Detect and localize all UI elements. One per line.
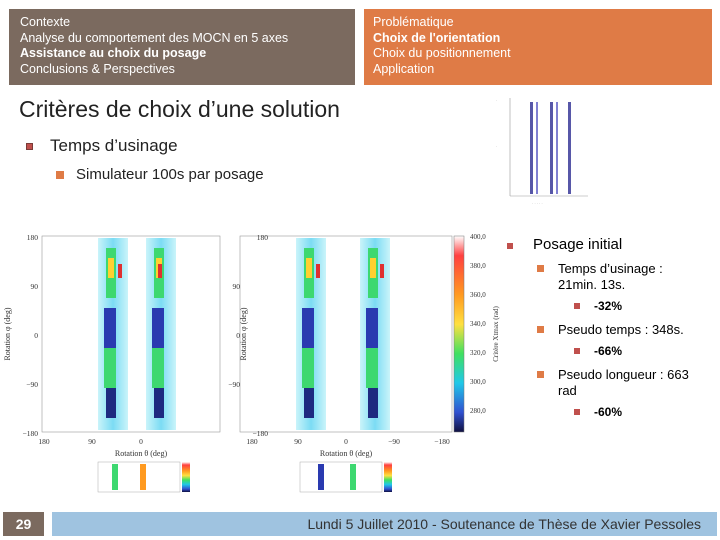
footer-bar xyxy=(52,512,717,536)
bullet-square-icon xyxy=(537,326,544,333)
colorbar-tick: 340,0 xyxy=(470,320,486,328)
header-right-line: Choix du positionnement xyxy=(373,46,511,60)
colorbar-tick: 400,0 xyxy=(470,233,486,241)
bullet-level2-text: Simulateur 100s par posage xyxy=(76,166,264,183)
footer-text: Lundi 5 Juillet 2010 - Soutenance de Thèse de Xavier Pessoles xyxy=(307,516,701,532)
bullet-square-icon xyxy=(537,265,544,272)
x-tick-left: 0 xyxy=(139,437,143,446)
colorbar-tick: 300,0 xyxy=(470,378,486,386)
right-list-item-line: rad xyxy=(558,383,577,398)
y-axis-label-right: Rotation φ (deg) xyxy=(239,307,248,361)
bullet-square-icon xyxy=(574,409,580,415)
heatmap-figure xyxy=(0,228,500,498)
thumbnail-plot xyxy=(492,94,590,208)
x-tick-right: 0 xyxy=(344,437,348,446)
colorbar-tick: 280,0 xyxy=(470,407,486,415)
right-list-head: Posage initial xyxy=(533,236,623,253)
right-list-item-line: Pseudo temps : 348s. xyxy=(558,322,684,337)
y-tick-right: −180 xyxy=(252,429,268,438)
colorbar-label: Critère Xtmax (rad) xyxy=(492,306,500,362)
header-left-line: Conclusions & Perspectives xyxy=(20,61,175,76)
header-right-line: Problématique xyxy=(373,15,454,29)
colorbar-tick: 360,0 xyxy=(470,291,486,299)
y-tick-left: 0 xyxy=(34,331,38,340)
inset-plots xyxy=(98,462,392,492)
svg-text:·: · xyxy=(496,144,498,149)
y-tick-left: −180 xyxy=(22,429,38,438)
x-tick-right: −180 xyxy=(434,437,450,446)
slide-title: Critères de choix d’une solution xyxy=(19,96,340,122)
bullet-square-icon xyxy=(574,348,580,354)
header-left-line: Analyse du comportement des MOCN en 5 axes xyxy=(20,30,289,45)
colorbar-tick: 380,0 xyxy=(470,262,486,270)
bullet-square-icon xyxy=(56,171,64,179)
bullet-square-icon xyxy=(26,143,33,150)
y-axis-label-left: Rotation φ (deg) xyxy=(3,307,12,361)
y-tick-right: −90 xyxy=(228,380,240,389)
heatmap-right-panel xyxy=(240,236,452,432)
y-tick-right: 0 xyxy=(236,331,240,340)
page-number: 29 xyxy=(3,512,44,536)
y-tick-left: 180 xyxy=(26,233,38,242)
colorbar-tick: 320,0 xyxy=(470,349,486,357)
bullet-square-icon xyxy=(507,243,513,249)
x-axis-label-right: Rotation θ (deg) xyxy=(319,449,373,458)
bullet-level1-text: Temps d’usinage xyxy=(50,136,178,155)
header-right-line: Application xyxy=(373,61,435,76)
svg-text:·: · xyxy=(496,98,498,103)
bullet-square-icon xyxy=(537,371,544,378)
right-list-delta: -60% xyxy=(594,405,623,419)
header-left-line-active: Assistance au choix du posage xyxy=(20,46,207,60)
colorbar xyxy=(454,236,464,432)
header-right-line-active: Choix de l'orientation xyxy=(373,30,501,45)
heatmap-left-panel xyxy=(42,236,220,432)
right-list-item-line: 21min. 13s. xyxy=(558,277,626,292)
y-tick-left: −90 xyxy=(26,380,38,389)
y-tick-right: 180 xyxy=(256,233,268,242)
x-tick-left: 180 xyxy=(38,437,50,446)
x-tick-right: −90 xyxy=(388,437,400,446)
header-left-panel xyxy=(9,9,355,85)
header-left-line: Contexte xyxy=(20,15,71,29)
right-list-item-line: Pseudo longueur : 663 xyxy=(558,367,689,382)
x-tick-right: 90 xyxy=(294,437,302,446)
y-tick-left: 90 xyxy=(30,282,38,291)
svg-text:· · · · ·: · · · · · xyxy=(532,201,543,206)
right-list-delta: -32% xyxy=(594,299,623,313)
x-tick-left: 90 xyxy=(88,437,96,446)
y-tick-right: 90 xyxy=(232,282,240,291)
x-axis-label-left: Rotation θ (deg) xyxy=(114,449,168,458)
right-list-item-line: Temps d’usinage : xyxy=(558,261,663,276)
header-right-panel xyxy=(364,9,712,85)
x-tick-right: 180 xyxy=(246,437,258,446)
bullet-square-icon xyxy=(574,303,580,309)
right-list-delta: -66% xyxy=(594,344,623,358)
